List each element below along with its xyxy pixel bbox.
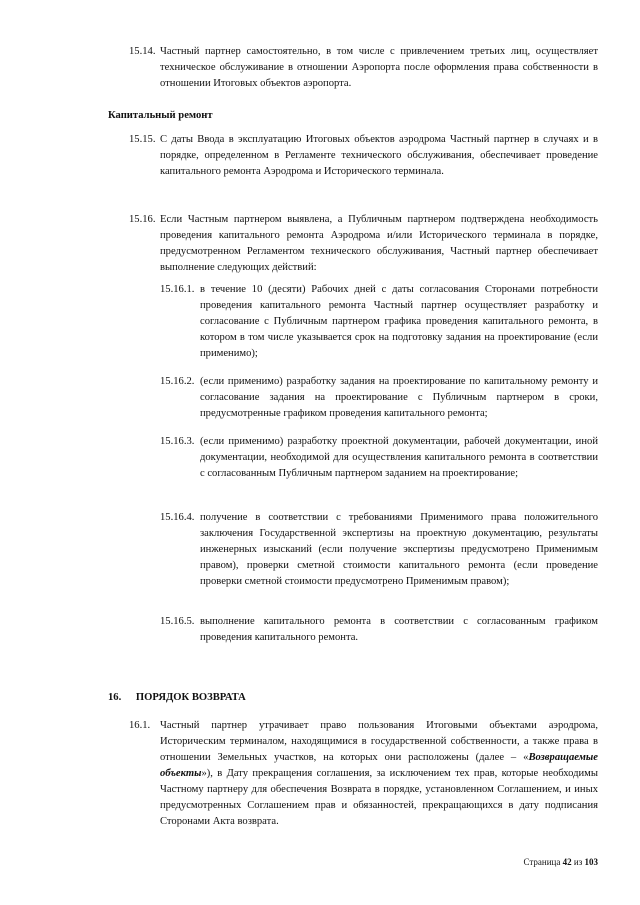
clause-text: (если применимо) разработку задания на проектирование по капитальному ремонту и согласование задания на проектирование с Публичным партнером в сроки, предусмотренные графиком проведения капитального ремонта; [200,376,598,419]
clause-number: 16.1. [129,720,151,731]
defined-term: Возвращаемые объекты [160,752,598,779]
clause-text: С даты Ввода в эксплуатацию Итоговых объектов аэродрома Частный партнер в случаях и в порядке, определенном в Регламенте технического обслуживания, обеспечивает проведение капитального ремонта Аэродрома и Исторического терминала. [160,134,598,177]
clause-number: 15.16.2. [160,376,195,387]
section-title: ПОРЯДОК ВОЗВРАТА [135,692,246,703]
clause-text: (если применимо) разработку проектной документации, рабочей документации, иной документации, необходимой для осуществления капитального ремонта в соответствии с согласованным Публичным партнером заданием на проектирование; [200,436,598,479]
subheading-capital-repair: Капитальный ремонт [108,110,213,121]
section-heading [108,690,246,706]
clause-text: получение в соответствии с требованиями Применимого права положительного заключения Государственной экспертизы на проектную документацию, результаты инженерных изысканий (если получение экспертизы предусмотрено Применимым правом), проверки сметной стоимости капитального ремонта (если проведение проверки сметной стоимости предусмотрено Применимым правом); [200,512,598,587]
footer-page-number: 42 [562,857,572,867]
footer-separator: из [573,857,583,867]
footer-prefix: Страница [523,857,561,867]
section-number: 16. [108,692,122,703]
clause-number: 15.16. [129,214,156,225]
clause-text: выполнение капитального ремонта в соответствии с согласованным графиком проведения капитального ремонта. [200,616,598,643]
clause-number: 15.16.3. [160,436,195,447]
clause-text: Если Частным партнером выявлена, а Публичным партнером подтверждена необходимость проведения капитального ремонта Аэродрома и/или Исторического терминала в порядке, предусмотренном Регламентом технического обслуживания, Частный партнер обеспечивает выполнение следующих действий: [160,214,598,273]
clause-number: 15.15. [129,134,156,145]
footer-total-pages: 103 [584,857,598,867]
clause-text-start: Частный партнер утрачивает право пользования Итоговыми объектами аэродрома, Историческим терминалом, находящимися в государственной собственности, а также права в отношении Земельных участков, на которых они расположены (далее – « [160,720,598,763]
clause-text-end: »), в Дату прекращения соглашения, за исключением тех прав, которые необходимы Частному партнеру для обеспечения Возврата в порядке, установленном Соглашением, и иных предусмотренных Соглашением прав и обязанностей, прекращающихся в дату подписания Сторонами Акта возврата. [160,768,598,827]
clause-text: в течение 10 (десяти) Рабочих дней с даты согласования Сторонами потребности проведения капитального ремонта Частный партнер осуществляет разработку и согласование с Публичным партнером графика проведения капитального ремонта, в котором в том числе указывается срок на подготовку задания на проектирование (если применимо); [200,284,598,359]
clause-number: 15.16.5. [160,616,195,627]
clause-number: 15.14. [129,46,156,57]
page-footer [524,854,599,870]
clause-number: 15.16.4. [160,512,195,523]
clause-text [160,718,598,830]
clause-text: Частный партнер самостоятельно, в том числе с привлечением третьих лиц, осуществляет техническое обслуживание в отношении Аэропорта после оформления права собственности в отношении Итоговых объектов аэропорта. [160,46,598,89]
clause-number: 15.16.1. [160,284,195,295]
